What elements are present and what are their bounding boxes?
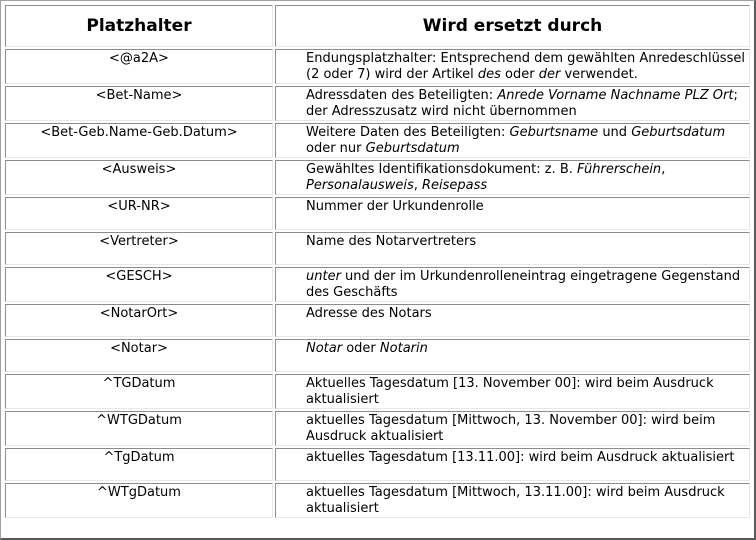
description-text: oder [500,67,539,82]
emphasized-text: der [538,67,561,82]
placeholder-cell: ^WTgDatum [5,483,273,518]
description-text: Endungsplatzhalter: Entsprechend dem gewählten Anredeschlüssel (2 oder 7) wird der Artikel [306,51,745,82]
placeholder-cell: <GESCH> [5,267,273,302]
table-row [5,123,750,158]
replacement-cell [275,123,750,158]
emphasized-text: Anrede Vorname Nachname PLZ Ort [497,88,734,103]
replacement-cell [275,411,750,446]
header-placeholder: Platzhalter [5,5,273,47]
placeholder-cell: <UR-NR> [5,197,273,230]
header-replacement: Wird ersetzt durch [275,5,750,47]
placeholder-cell: ^WTGDatum [5,411,273,446]
placeholder-cell: ^TGDatum [5,374,273,409]
description-text: , [413,178,422,193]
table-row [5,49,750,84]
table-row [5,483,750,518]
table-row [5,304,750,337]
description-text: ; der Adresszusatz wird nicht übernommen [306,88,738,119]
placeholder-cell: <@a2A> [5,49,273,84]
description-text: aktuelles Tagesdatum [Mittwoch, 13.11.00]: wird beim Ausdruck aktualisiert [306,485,725,516]
description-text: verwendet. [560,67,638,82]
description-text: Adresse des Notars [306,306,432,321]
replacement-cell [275,232,750,265]
description-text: Name des Notarvertreters [306,234,477,249]
emphasized-text: Personalausweis [306,178,414,193]
emphasized-text: unter [306,269,341,284]
description-text: aktuelles Tagesdatum [Mittwoch, 13. November 00]: wird beim Ausdruck aktualisiert [306,413,716,444]
replacement-cell [275,339,750,372]
description-text: Aktuelles Tagesdatum [13. November 00]: wird beim Ausdruck aktualisiert [306,376,714,407]
placeholder-cell: <Bet-Name> [5,86,273,121]
replacement-cell [275,49,750,84]
description-text: und der im Urkundenrolleneintrag eingetragene Gegenstand des Geschäfts [306,269,741,300]
table-row [5,86,750,121]
description-text: aktuelles Tagesdatum [13.11.00]: wird beim Ausdruck aktualisiert [306,450,735,465]
description-text: oder nur [306,141,366,156]
placeholder-cell: <NotarOrt> [5,304,273,337]
placeholder-table [3,3,752,520]
replacement-cell [275,267,750,302]
replacement-cell [275,483,750,518]
emphasized-text: des [477,67,501,82]
description-text: Nummer der Urkundenrolle [306,199,484,214]
description-text: oder [342,341,380,356]
emphasized-text: Führerschein [577,162,662,177]
description-text: , [661,162,666,177]
description-text: Gewähltes Identifikationsdokument: z. B. [306,162,578,177]
table-row [5,232,750,265]
replacement-cell [275,374,750,409]
description-text: Weitere Daten des Beteiligten: [306,125,510,140]
emphasized-text: Notar [306,341,343,356]
emphasized-text: Geburtsdatum [365,141,460,156]
emphasized-text: Geburtsdatum [631,125,726,140]
table-row [5,374,750,409]
emphasized-text: Reisepass [422,178,488,193]
table-row [5,267,750,302]
table-row [5,411,750,446]
table-header-row [5,5,750,47]
replacement-cell [275,448,750,481]
table-row [5,448,750,481]
emphasized-text: Notarin [379,341,428,356]
placeholder-cell: ^TgDatum [5,448,273,481]
replacement-cell [275,160,750,195]
table-row [5,160,750,195]
placeholder-cell: <Ausweis> [5,160,273,195]
table-row [5,339,750,372]
replacement-cell [275,86,750,121]
table-body [5,49,750,518]
table-row [5,197,750,230]
description-text: Adressdaten des Beteiligten: [306,88,498,103]
replacement-cell [275,197,750,230]
replacement-cell [275,304,750,337]
emphasized-text: Geburtsname [509,125,599,140]
placeholder-cell: <Bet-Geb.Name-Geb.Datum> [5,123,273,158]
placeholder-cell: <Notar> [5,339,273,372]
placeholder-cell: <Vertreter> [5,232,273,265]
description-text: und [598,125,632,140]
